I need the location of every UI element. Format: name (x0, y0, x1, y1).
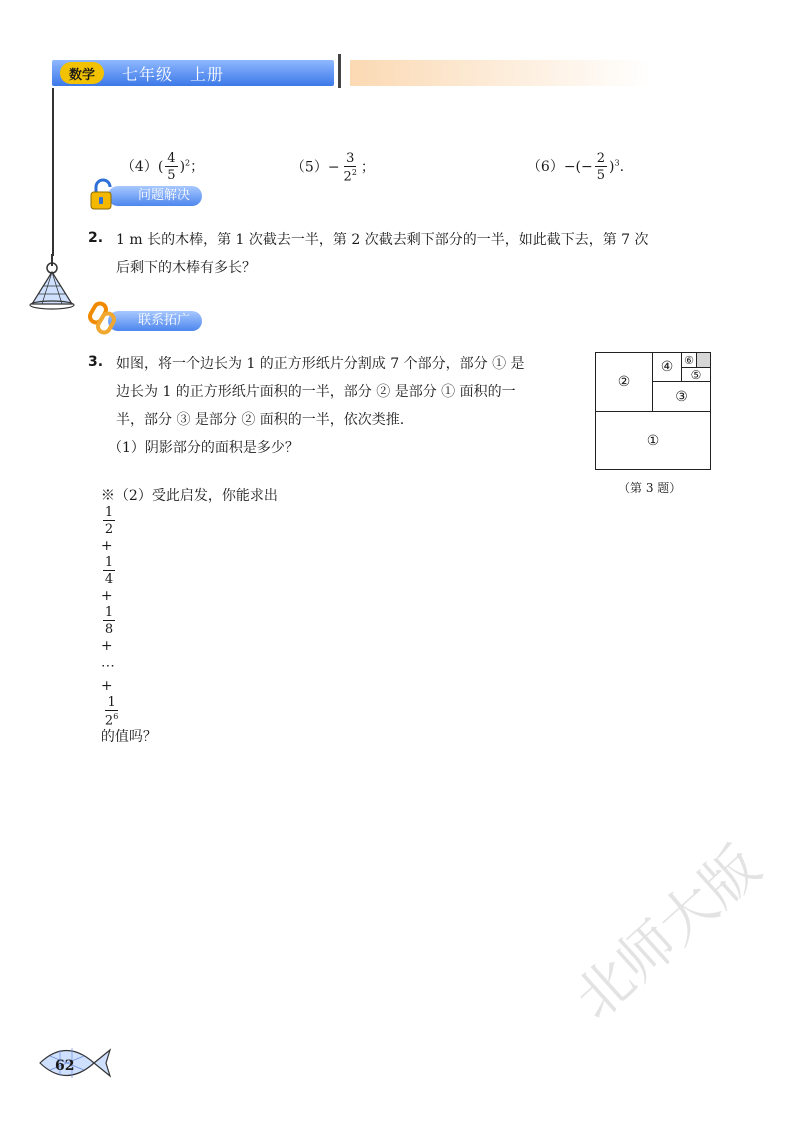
fraction-1-4: $\frac{1}{4}$ (104, 555, 114, 587)
figure-part-5: ⑤ (681, 367, 711, 382)
figure-part-6: ⑥ (681, 352, 697, 368)
question-3-line-2: 边长为 1 的正方形纸片面积的一半，部分 ② 是部分 ① 面积的一 (116, 384, 516, 400)
fish-icon (36, 1038, 114, 1088)
question-2-line-1: 1 m 长的木棒，第 1 次截去一半，第 2 次截去剩下部分的一半，如此截下去，第 7 次 (116, 232, 649, 248)
question-3-sub-2: ※（2）受此启发，你能求出 $\frac{1}{2}$ + $\frac{1}{4}$ + $\frac{1}{8}$ + ⋯ + $\frac{1}{2^6}$ 的值吗？ (100, 488, 278, 746)
margin-line (52, 88, 54, 256)
section-badge-extension: 联系拓广 (108, 311, 202, 331)
question-3-line-1: 如图，将一个边长为 1 的正方形纸片分割成 7 个部分，部分 ① 是 (116, 356, 525, 372)
tower-icon (24, 252, 80, 312)
fraction-1-8: $\frac{1}{8}$ (104, 605, 114, 637)
lock-icon (86, 178, 120, 212)
question-3-number: 3. (88, 354, 104, 370)
fraction-1-2-pow-6: $\frac{1}{2^6}$ (104, 695, 119, 729)
figure-part-3: ③ (652, 381, 711, 412)
section-badge-problem-solving: 问题解决 (108, 186, 202, 206)
figure-part-2: ② (595, 352, 653, 412)
figure-part-1: ① (595, 411, 711, 470)
question-2-number: 2. (88, 230, 104, 246)
header-divider (338, 54, 341, 88)
fraction-1-2: $\frac{1}{2}$ (104, 505, 114, 537)
figure-part-4: ④ (652, 352, 682, 382)
question-2-line-2: 后剩下的木棒有多长？ (116, 260, 256, 276)
page-number: 62 (55, 1058, 75, 1074)
square-figure (595, 352, 711, 470)
question-3-line-3: 半，部分 ③ 是部分 ② 面积的一半，依次类推. (116, 412, 405, 428)
figure-shaded-part (696, 352, 711, 368)
watermark: 北师大版 (563, 834, 773, 1033)
exercise-item-6: （6）−(− $\frac{2}{5}$ )$^3$. (526, 151, 625, 183)
exercise-item-5: （5）− $\frac{3}{2^2}$ ； (290, 151, 375, 185)
figure-caption: （第 3 题） (618, 481, 682, 495)
exercise-item-4: （4）( $\frac{4}{5}$ )$^2$； (120, 151, 205, 183)
book-title: 七年级 上册 (122, 65, 225, 84)
header-fade-band (350, 60, 650, 86)
question-3-sub-1: （1）阴影部分的面积是多少？ (108, 440, 299, 456)
chain-link-icon (86, 300, 120, 336)
subject-logo: 数学 (60, 62, 104, 84)
